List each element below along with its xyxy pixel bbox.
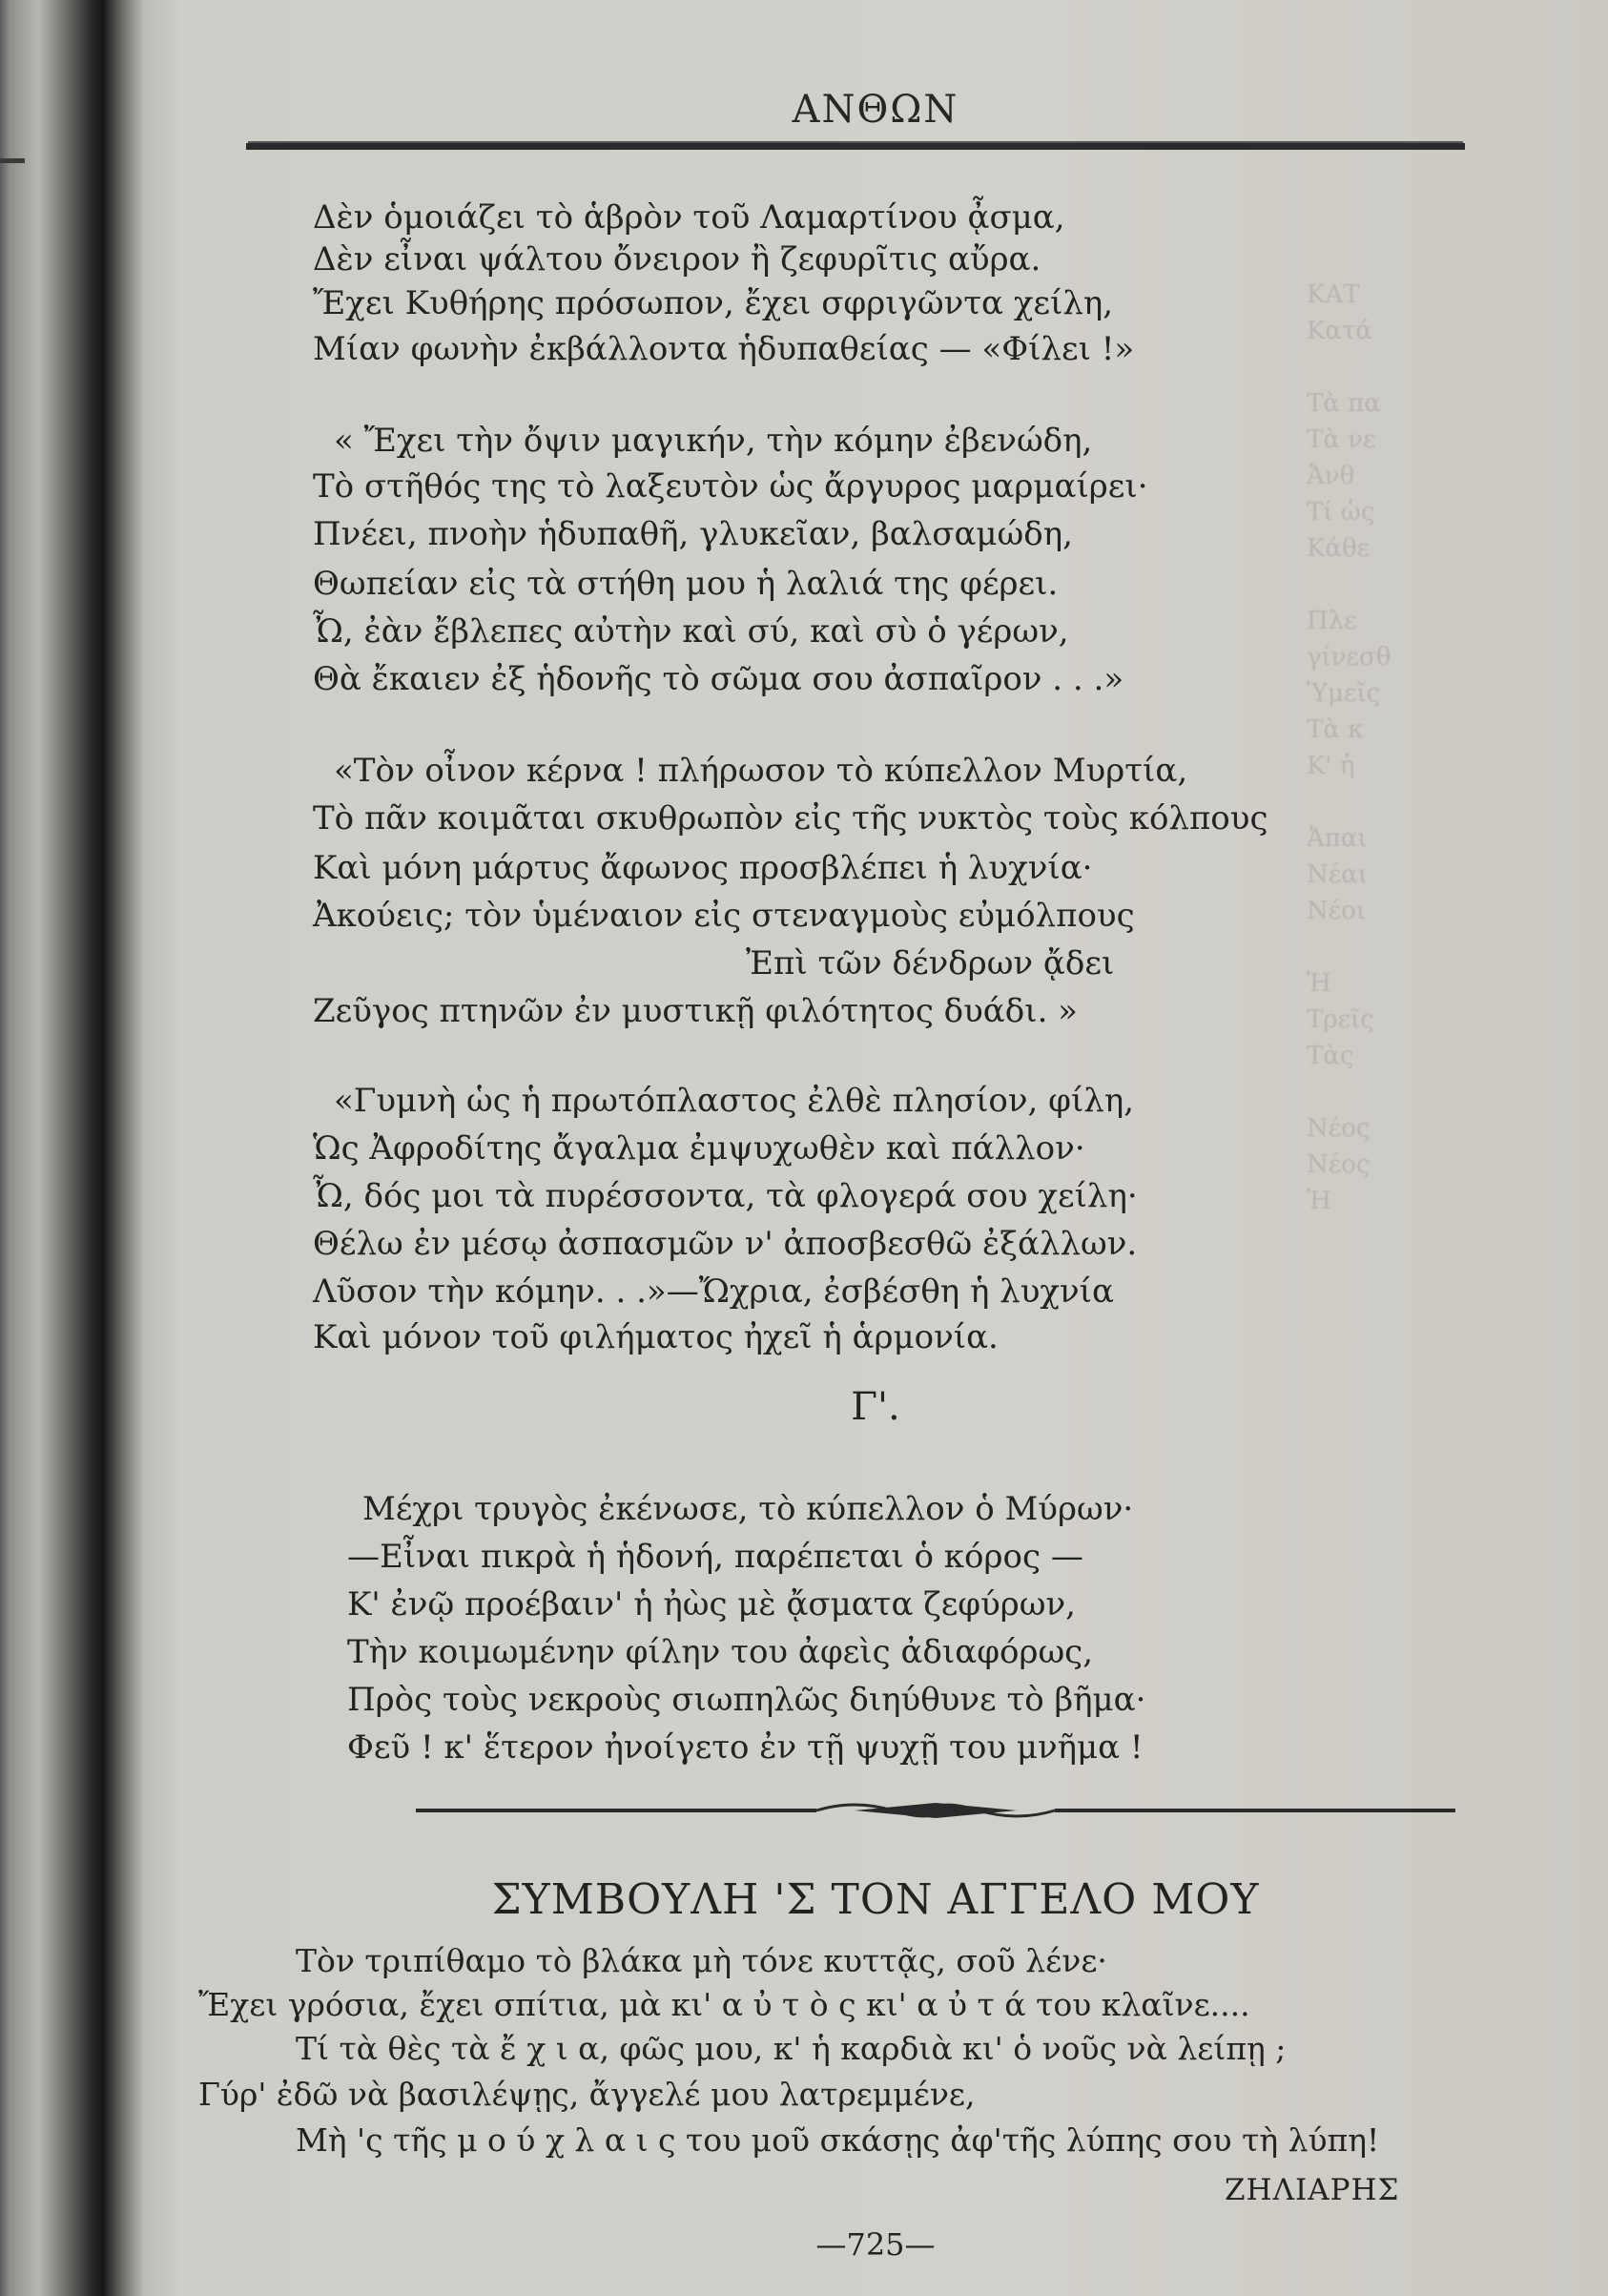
ornamental-divider <box>416 1799 1455 1822</box>
verse-line: Τί τὰ θὲς τὰ ἔ χ ι α, φῶς μου, κ' ἡ καρδιὰ κι' ὁ νοῦς νὰ λείπῃ ; <box>296 2030 1287 2067</box>
verse-line: Λῦσον τὴν κόμην. . .»—Ὤχρια, ἐσβέσθη ἡ λυχνία <box>313 1272 1114 1311</box>
verse-line: Θωπείαν εἰς τὰ στήθη μου ἡ λαλιά της φέρει. <box>313 565 1059 603</box>
author-signature: ΖΗΛΙΑΡΗΣ <box>1225 2173 1400 2207</box>
verse-line: Τὸ στῆθός της τὸ λαξευτὸν ὡς ἄργυρος μαρμαίρει· <box>313 467 1148 506</box>
margin-mark <box>0 158 25 163</box>
verse-line: Τὸ πᾶν κοιμᾶται σκυθρωπὸν εἰς τῆς νυκτὸς τοὺς κόλπους <box>313 799 1268 838</box>
verse-line: Πνέει, πνοὴν ἡδυπαθῆ, γλυκεῖαν, βαλσαμώδη, <box>313 515 1073 553</box>
verse-line: Ἐπὶ τῶν δένδρων ᾄδει <box>746 944 1115 983</box>
verse-line: —Εἶναι πικρὰ ἡ ἡδονή, παρέπεται ὁ κόρος — <box>347 1538 1083 1576</box>
verse-line: Ἀκούεις; τὸν ὑμέναιον εἰς στεναγμοὺς εὐμόλπους <box>313 897 1135 935</box>
verse-line: «Γυμνὴ ὡς ἡ πρωτόπλαστος ἐλθὲ πλησίον, φίλη, <box>334 1082 1135 1120</box>
verse-line: Μὴ 'ς τῆς μ ο ύ χ λ α ι ς του μοῦ σκάσῃς ἀφ'τῆς λύπης σου τὴ λύπη! <box>296 2121 1380 2159</box>
verse-line: Κ' ἐνῷ προέβαιν' ἡ ἠὼς μὲ ᾄσματα ζεφύρων, <box>347 1585 1076 1624</box>
verse-line: Ζεῦγος πτηνῶν ἐν μυστικῇ φιλότητος δυάδι. » <box>313 992 1078 1030</box>
verse-line: Καὶ μόνη μάρτυς ἄφωνος προσβλέπει ἡ λυχνία· <box>313 849 1093 887</box>
page-number: —725— <box>815 2226 936 2263</box>
running-header: ΑΝΘΩΝ <box>792 88 959 132</box>
verse-line: Θὰ ἔκαιεν ἐξ ἡδονῆς τὸ σῶμα σου ἀσπαῖρον . . .» <box>313 660 1124 698</box>
verse-line: Καὶ μόνον τοῦ φιλήματος ἠχεῖ ἡ ἁρμονία. <box>313 1318 999 1356</box>
verse-line: «Τὸν οἶνον κέρνα ! πλήρωσον τὸ κύπελλον Μυρτία, <box>334 752 1188 790</box>
verse-line: Ὦ, δός μοι τὰ πυρέσσοντα, τὰ φλογερά σου χείλη· <box>313 1177 1138 1215</box>
verse-line: Μέχρι τρυγὸς ἐκένωσε, τὸ κύπελλον ὁ Μύρων· <box>362 1490 1134 1528</box>
poem-title: ΣΥΜΒΟΥΛΗ 'Σ ΤΟΝ ΑΓΓΕΛΟ ΜΟΥ <box>491 1875 1260 1924</box>
header-rule <box>246 143 1465 150</box>
verse-line: Ὦ, ἐὰν ἔβλεπες αὐτὴν καὶ σύ, καὶ σὺ ὁ γέρων, <box>313 612 1069 651</box>
verse-line: Δὲν εἶναι ψάλτου ὄνειρον ἢ ζεφυρῖτις αὔρα. <box>313 240 1041 279</box>
verse-line: Ἔχει Κυθήρης πρόσωπον, ἔχει σφριγῶντα χείλη, <box>313 284 1114 322</box>
verse-line: Μίαν φωνὴν ἐκβάλλοντα ἡδυπαθείας — «Φίλει !» <box>313 330 1135 368</box>
book-binding-shadow <box>0 0 143 2296</box>
verse-line: Δὲν ὁμοιάζει τὸ ἁβρὸν τοῦ Λαμαρτίνου ᾆσμα, <box>313 198 1065 237</box>
verse-line: Ὡς Ἀφροδίτης ἄγαλμα ἐμψυχωθὲν καὶ πάλλον· <box>313 1129 1085 1168</box>
verse-line: Φεῦ ! κ' ἕτερον ἠνοίγετο ἐν τῇ ψυχῇ του μνῆμα ! <box>347 1728 1144 1767</box>
document-page <box>143 0 1608 2296</box>
verse-line: Τὴν κοιμωμένην φίλην του ἀφεὶς ἀδιαφόρως, <box>347 1633 1094 1671</box>
verse-line: Τὸν τριπίθαμο τὸ βλάκα μὴ τόνε κυττᾷς, σοῦ λένε· <box>296 1942 1107 1979</box>
verse-line: « Ἔχει τὴν ὄψιν μαγικήν, τὴν κόμην ἐβενώδη, <box>334 422 1093 460</box>
verse-line: Θέλω ἐν μέσῳ ἀσπασμῶν ν' ἀποσβεσθῶ ἐξάλλων. <box>313 1225 1138 1263</box>
section-heading: Γ'. <box>851 1385 900 1429</box>
verse-line: Πρὸς τοὺς νεκροὺς σιωπηλῶς διηύθυνε τὸ βῆμα· <box>347 1681 1146 1719</box>
verse-line: Γύρ' ἐδῶ νὰ βασιλέψῃς, ἄγγελέ μου λατρεμμένε, <box>198 2076 976 2113</box>
bleed-through-text: ΚΑΤ Κατά Τὰ πα Τὰ νε Ἀνθ Τί ὡς Κάθε Πλε γίνεσθ Ὑμεῖς Τὰ κ Κ' ἡ Ἀπαι Νέαι Νέοι Ἡ Τρεῖς Τὰς Νέος Νέος Ἡ <box>1307 280 1392 1215</box>
verse-line: Ἔχει γρόσια, ἔχει σπίτια, μὰ κι' α ὐ τ ὸ ς κι' α ὐ τ ά του κλαῖνε.... <box>198 1986 1250 2023</box>
